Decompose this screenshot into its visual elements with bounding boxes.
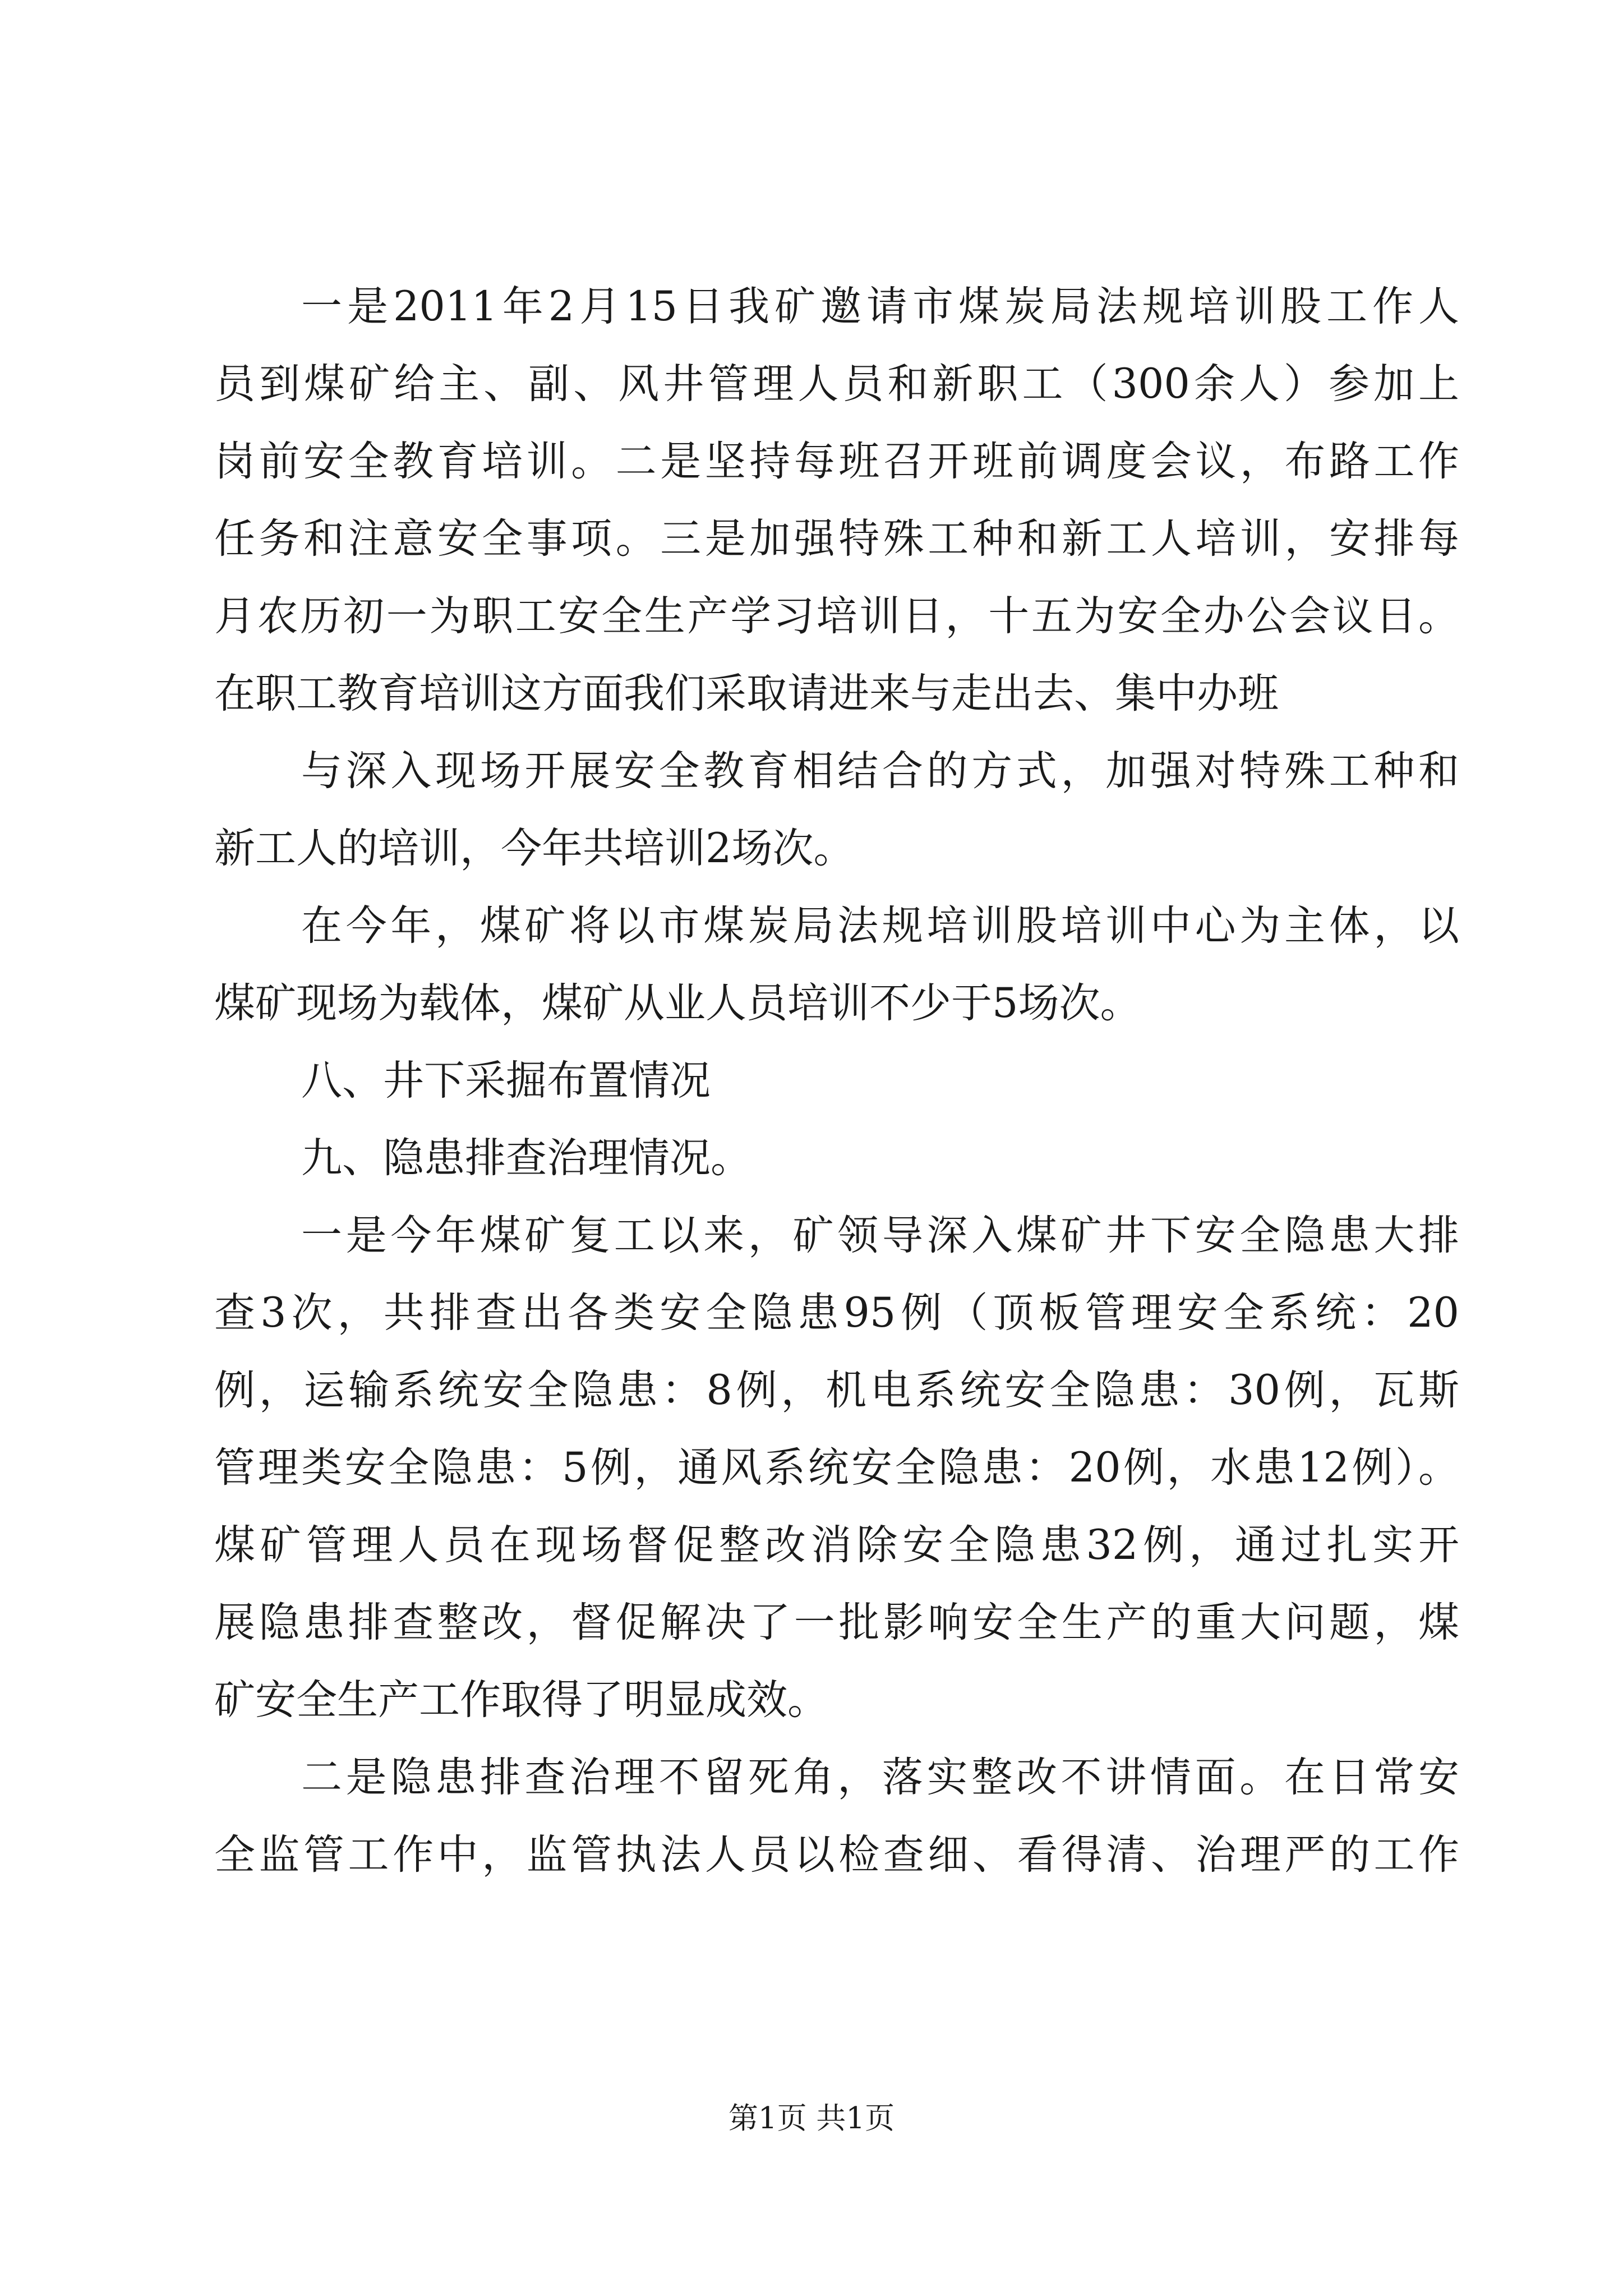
- paragraph-line: 岗前安全教育培训。二是坚持每班召开班前调度会议，布路工作: [214, 438, 1459, 485]
- paragraph-line: 在职工教育培训这方面我们采取请进来与走出去、集中办班: [214, 670, 1279, 717]
- page-number-label: 第1页 共1页: [728, 2101, 895, 2136]
- paragraph-line: 与深入现场开展安全教育相结合的方式，加强对特殊工种和: [301, 747, 1459, 795]
- paragraph-line: 一是今年煤矿复工以来，矿领导深入煤矿井下安全隐患大排: [301, 1212, 1459, 1259]
- paragraph-line: 矿安全生产工作取得了明显成效。: [214, 1676, 828, 1724]
- paragraph-line: 二是隐患排查治理不留死角，落实整改不讲情面。在日常安: [301, 1754, 1459, 1801]
- paragraph-line: 管理类安全隐患：5例，通风系统安全隐患：20例，水患12例）。: [214, 1444, 1459, 1492]
- section-heading: 九、隐患排查治理情况。: [301, 1134, 751, 1182]
- paragraph-line: 新工人的培训，今年共培训2场次。: [214, 825, 855, 872]
- paragraph-line: 查3次，共排查出各类安全隐患95例（顶板管理安全系统：20: [214, 1289, 1459, 1337]
- section-heading: 八、井下采掘布置情况: [301, 1057, 711, 1105]
- paragraph-line: 任务和注意安全事项。三是加强特殊工种和新工人培训，安排每: [214, 515, 1459, 563]
- paragraph-line: 员到煤矿给主、副、风井管理人员和新职工（300余人）参加上: [214, 360, 1459, 408]
- paragraph-line: 全监管工作中，监管执法人员以检查细、看得清、治理严的工作: [214, 1831, 1459, 1879]
- paragraph-line: 煤矿管理人员在现场督促整改消除安全隐患32例，通过扎实开: [214, 1521, 1459, 1569]
- paragraph-line: 展隐患排查整改，督促解决了一批影响安全生产的重大问题，煤: [214, 1599, 1459, 1646]
- paragraph-line: 一是2011年2月15日我矿邀请市煤炭局法规培训股工作人: [301, 283, 1459, 330]
- body-text: [214, 268, 1459, 1894]
- paragraph-line: 在今年，煤矿将以市煤炭局法规培训股培训中心为主体，以: [301, 902, 1459, 950]
- paragraph-line: 月农历初一为职工安全生产学习培训日，十五为安全办公会议日。: [214, 592, 1459, 640]
- page-footer: [0, 2099, 1623, 2138]
- paragraph-line: 煤矿现场为载体，煤矿从业人员培训不少于5场次。: [214, 979, 1141, 1027]
- paragraph-line: 例，运输系统安全隐患：8例，机电系统安全隐患：30例，瓦斯: [214, 1366, 1459, 1414]
